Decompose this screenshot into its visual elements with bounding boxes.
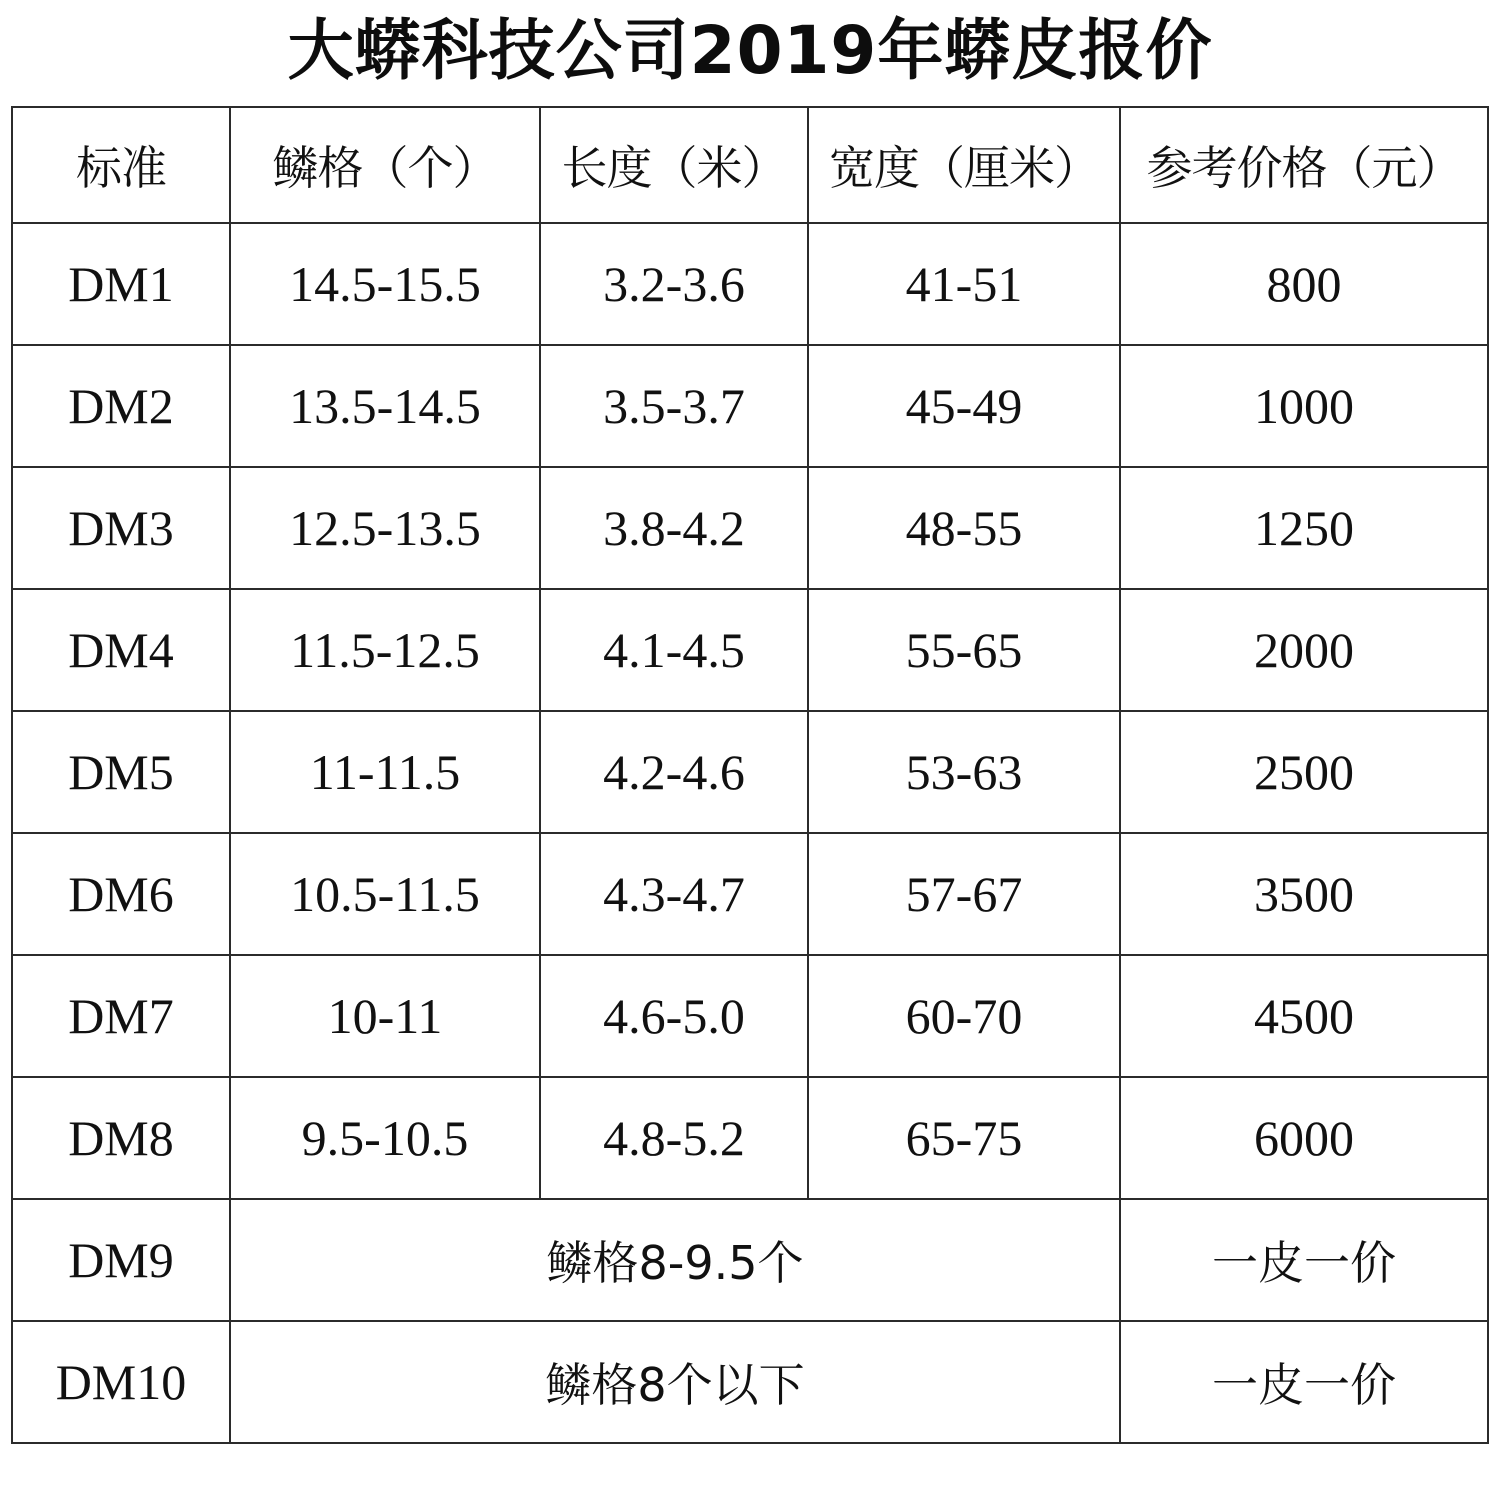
- cell-price: 1000: [1120, 345, 1488, 467]
- cell-length: 4.8-5.2: [540, 1077, 808, 1199]
- column-header-standard: 标准: [12, 107, 230, 223]
- cell-price: 4500: [1120, 955, 1488, 1077]
- cell-scale: 9.5-10.5: [230, 1077, 540, 1199]
- cell-width: 60-70: [808, 955, 1120, 1077]
- cell-scale: 11-11.5: [230, 711, 540, 833]
- table-row: [12, 711, 1488, 833]
- cell-scale: 10.5-11.5: [230, 833, 540, 955]
- cell-width: 45-49: [808, 345, 1120, 467]
- table-row: [12, 589, 1488, 711]
- table-row: [12, 955, 1488, 1077]
- cell-width: 48-55: [808, 467, 1120, 589]
- cell-scale: 12.5-13.5: [230, 467, 540, 589]
- cell-standard: DM4: [12, 589, 230, 711]
- cell-price: 2000: [1120, 589, 1488, 711]
- cell-width: 41-51: [808, 223, 1120, 345]
- column-header-scale: 鳞格（个）: [230, 107, 540, 223]
- table-row: [12, 1321, 1488, 1443]
- cell-width: 53-63: [808, 711, 1120, 833]
- table-row: [12, 467, 1488, 589]
- cell-price: 6000: [1120, 1077, 1488, 1199]
- cell-standard: DM7: [12, 955, 230, 1077]
- cell-width: 57-67: [808, 833, 1120, 955]
- table-row: [12, 1077, 1488, 1199]
- cell-scale: 14.5-15.5: [230, 223, 540, 345]
- column-header-width: 宽度（厘米）: [808, 107, 1120, 223]
- cell-length: 3.5-3.7: [540, 345, 808, 467]
- cell-price: 一皮一价: [1120, 1321, 1488, 1443]
- cell-standard: DM9: [12, 1199, 230, 1321]
- cell-scale: 11.5-12.5: [230, 589, 540, 711]
- cell-standard: DM6: [12, 833, 230, 955]
- cell-length: 3.8-4.2: [540, 467, 808, 589]
- table-row: [12, 223, 1488, 345]
- cell-width: 65-75: [808, 1077, 1120, 1199]
- cell-note: 鳞格8个以下: [230, 1321, 1120, 1443]
- cell-standard: DM5: [12, 711, 230, 833]
- cell-standard: DM1: [12, 223, 230, 345]
- cell-length: 4.2-4.6: [540, 711, 808, 833]
- cell-price: 一皮一价: [1120, 1199, 1488, 1321]
- cell-standard: DM8: [12, 1077, 230, 1199]
- cell-price: 2500: [1120, 711, 1488, 833]
- cell-note: 鳞格8-9.5个: [230, 1199, 1120, 1321]
- cell-standard: DM3: [12, 467, 230, 589]
- table-header-row: [12, 107, 1488, 223]
- table-row: [12, 833, 1488, 955]
- price-table: [11, 106, 1489, 1444]
- cell-standard: DM2: [12, 345, 230, 467]
- cell-price: 3500: [1120, 833, 1488, 955]
- page-title: 大蟒科技公司2019年蟒皮报价: [287, 12, 1213, 89]
- column-header-price: 参考价格（元）: [1120, 107, 1488, 223]
- column-header-length: 长度（米）: [540, 107, 808, 223]
- cell-length: 4.3-4.7: [540, 833, 808, 955]
- cell-length: 3.2-3.6: [540, 223, 808, 345]
- cell-standard: DM10: [12, 1321, 230, 1443]
- table-row: [12, 345, 1488, 467]
- cell-scale: 10-11: [230, 955, 540, 1077]
- cell-length: 4.1-4.5: [540, 589, 808, 711]
- cell-scale: 13.5-14.5: [230, 345, 540, 467]
- table-row: [12, 1199, 1488, 1321]
- cell-price: 1250: [1120, 467, 1488, 589]
- cell-width: 55-65: [808, 589, 1120, 711]
- table-header: [12, 107, 1488, 223]
- table-body: [12, 223, 1488, 1443]
- cell-price: 800: [1120, 223, 1488, 345]
- cell-length: 4.6-5.0: [540, 955, 808, 1077]
